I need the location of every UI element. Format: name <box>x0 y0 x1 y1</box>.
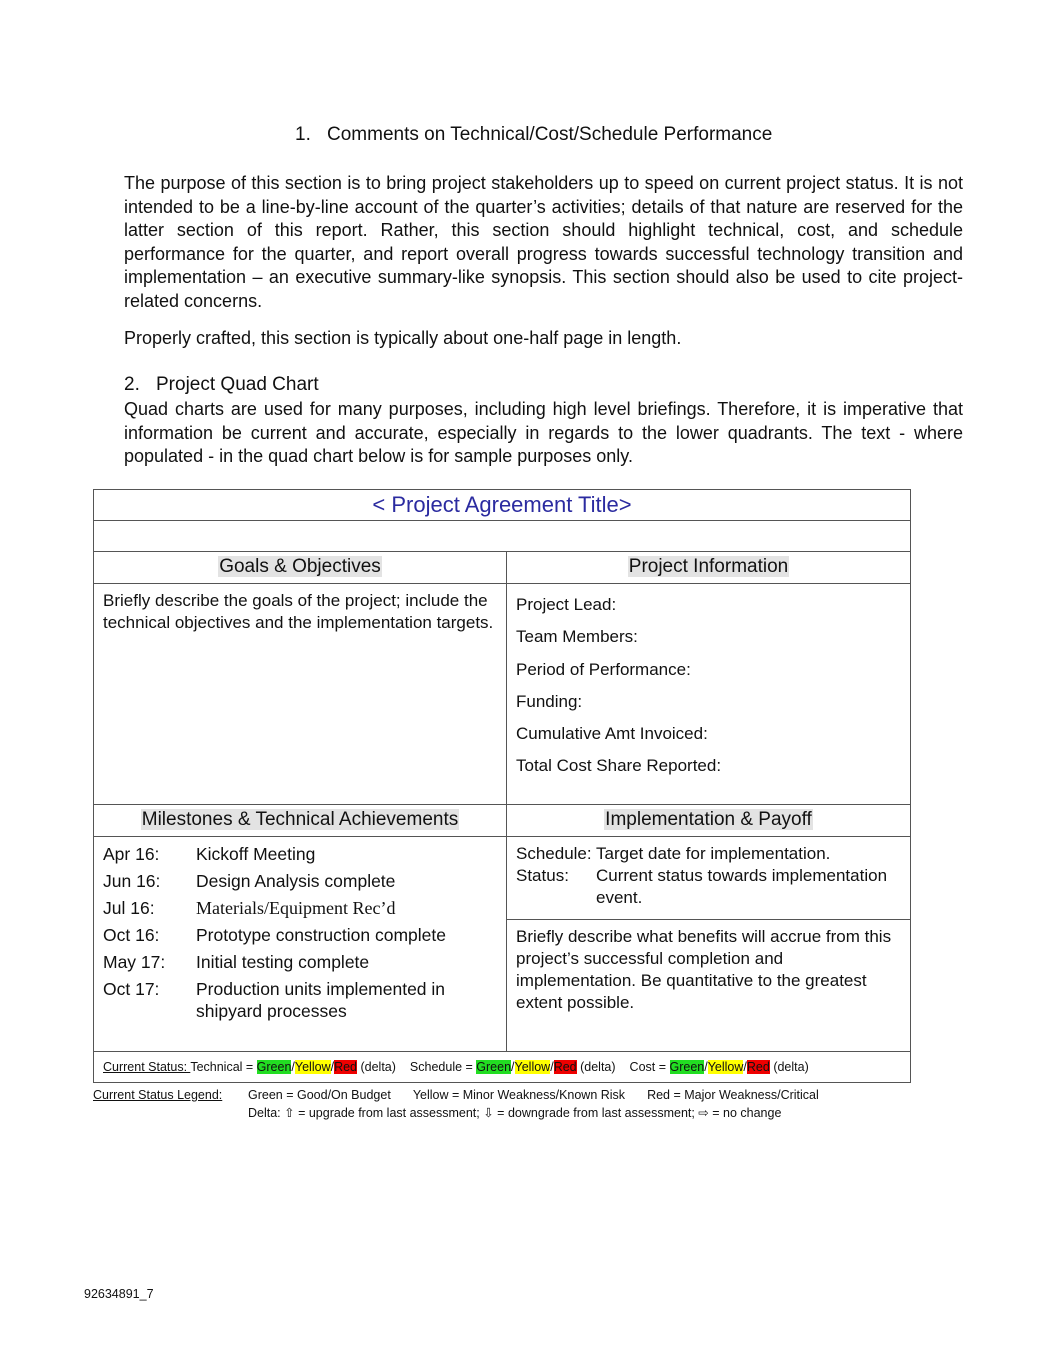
goals-text: Briefly describe the goals of the project; include the technical objectives and the implementation targets. <box>94 584 507 805</box>
legend-delta: Delta: ⇧ = upgrade from last assessment; ⇩ = downgrade from last assessment; ⇨ = no change <box>248 1106 782 1120</box>
schedule-status-block <box>507 837 910 920</box>
blank-row <box>94 521 911 552</box>
milestone-text: Design Analysis complete <box>196 871 396 891</box>
technical-label: Technical = <box>190 1060 257 1074</box>
section-2-paragraph: Quad charts are used for many purposes, including high level briefings. Therefore, it is imperative that information be current and accurate, especially in regards to the lower quadrants. The text - where populated - in the quad chart below is for sample purposes only. <box>124 399 963 467</box>
info-team-members: Team Members: <box>516 627 638 647</box>
technical-yellow: Yellow <box>294 1060 331 1074</box>
milestone-date: May 17: <box>103 952 166 972</box>
info-funding: Funding: <box>516 691 583 711</box>
implementation-cell <box>507 837 911 1052</box>
milestone-date: Jun 16: <box>103 871 161 891</box>
section-1-heading <box>295 124 772 146</box>
goals-header-cell <box>94 552 507 584</box>
milestones-list <box>94 837 507 1052</box>
milestones-header: Milestones & Technical Achievements <box>141 809 459 830</box>
current-status-label: Current Status: <box>103 1060 191 1074</box>
milestone-text: Materials/Equipment Rec’d <box>196 898 396 918</box>
project-info-list <box>507 584 911 805</box>
milestone-row <box>103 897 497 919</box>
quad-title-cell <box>94 490 911 521</box>
milestone-date: Oct 17: <box>103 979 160 999</box>
benefits-text: Briefly describe what benefits will accrue from this project’s successful completion and implementation. Be quantitative to the greatest extent possible. <box>516 927 892 1012</box>
technical-delta: (delta) <box>357 1060 396 1074</box>
legend-label: Current Status Legend: <box>93 1088 223 1102</box>
slash: / <box>291 1060 295 1074</box>
info-header-cell <box>507 552 911 584</box>
schedule-delta: (delta) <box>576 1060 616 1074</box>
cost-green: Green <box>669 1060 705 1074</box>
milestones-header-cell <box>94 805 507 837</box>
document-id: 92634891_7 <box>84 1287 154 1301</box>
schedule-label: Schedule = <box>409 1060 477 1074</box>
schedule-line: Schedule: Target date for implementation. <box>516 844 831 863</box>
section-1-paragraph-1: The purpose of this section is to bring project stakeholders up to speed on current project status. It is not intended to be a line-by-line account of the quarter’s activities; details of that nature are reserved for the latter section of this report. Rather, this section should highlight technical, cost, and schedule performance for the quarter, and report overall progress towards successful technology transition and implementation – an executive summary-like synopsis. This section should also be used to cite project-related concerns. <box>124 173 963 311</box>
milestone-text: Initial testing complete <box>196 952 370 972</box>
milestone-date: Jul 16: <box>103 898 155 918</box>
section-2-number: 2. <box>124 374 140 395</box>
impl-header-cell <box>507 805 911 837</box>
milestone-row <box>103 951 497 973</box>
quad-chart <box>93 489 911 1083</box>
schedule-yellow: Yellow <box>514 1060 551 1074</box>
technical-red: Red <box>334 1060 358 1074</box>
legend-green: Green = Good/On Budget <box>248 1088 391 1102</box>
current-status-row <box>94 1052 911 1083</box>
slash: / <box>330 1060 335 1074</box>
slash: / <box>704 1060 708 1074</box>
section-2-title: Project Quad Chart <box>156 374 319 395</box>
slash: / <box>550 1060 554 1074</box>
legend-yellow: Yellow = Minor Weakness/Known Risk <box>412 1088 626 1102</box>
milestone-text: Production units implemented in shipyard processes <box>196 979 446 1021</box>
schedule-red: Red <box>553 1060 577 1074</box>
milestone-text: Prototype construction complete <box>196 925 446 945</box>
section-2-heading <box>124 374 319 396</box>
info-period: Period of Performance: <box>516 659 691 679</box>
status-text: Current status towards implementation event. <box>596 866 888 907</box>
legend-red: Red = Major Weakness/Critical <box>647 1088 819 1102</box>
legend-row-1 <box>93 1086 841 1104</box>
cost-yellow: Yellow <box>707 1060 744 1074</box>
milestone-date: Oct 16: <box>103 925 160 945</box>
section-1-title: Comments on Technical/Cost/Schedule Performance <box>327 124 773 145</box>
milestone-row <box>103 870 497 892</box>
section-1-paragraph-2: Properly crafted, this section is typically about one-half page in length. <box>124 328 682 348</box>
milestone-row <box>103 978 497 1022</box>
info-cost-share: Total Cost Share Reported: <box>516 756 722 776</box>
slash: / <box>743 1060 747 1074</box>
milestone-text: Kickoff Meeting <box>196 844 316 864</box>
info-header: Project Information <box>628 556 789 577</box>
info-project-lead: Project Lead: <box>516 595 617 614</box>
milestone-row <box>103 843 497 865</box>
cost-label: Cost = <box>629 1060 670 1074</box>
milestone-date: Apr 16: <box>103 844 160 864</box>
info-cumulative-invoiced: Cumulative Amt Invoiced: <box>516 724 708 744</box>
status-line <box>516 865 901 909</box>
schedule-green: Green <box>476 1060 512 1074</box>
slash: / <box>511 1060 515 1074</box>
project-agreement-title: < Project Agreement Title> <box>372 492 632 517</box>
impl-header: Implementation & Payoff <box>605 809 812 830</box>
status-label: Status: <box>516 866 569 885</box>
status-legend <box>93 1086 841 1122</box>
section-1-number: 1. <box>295 124 311 145</box>
cost-delta: (delta) <box>769 1060 809 1074</box>
milestone-row <box>103 924 497 946</box>
cost-red: Red <box>746 1060 770 1074</box>
technical-green: Green <box>256 1060 292 1074</box>
goals-header: Goals & Objectives <box>219 556 381 577</box>
